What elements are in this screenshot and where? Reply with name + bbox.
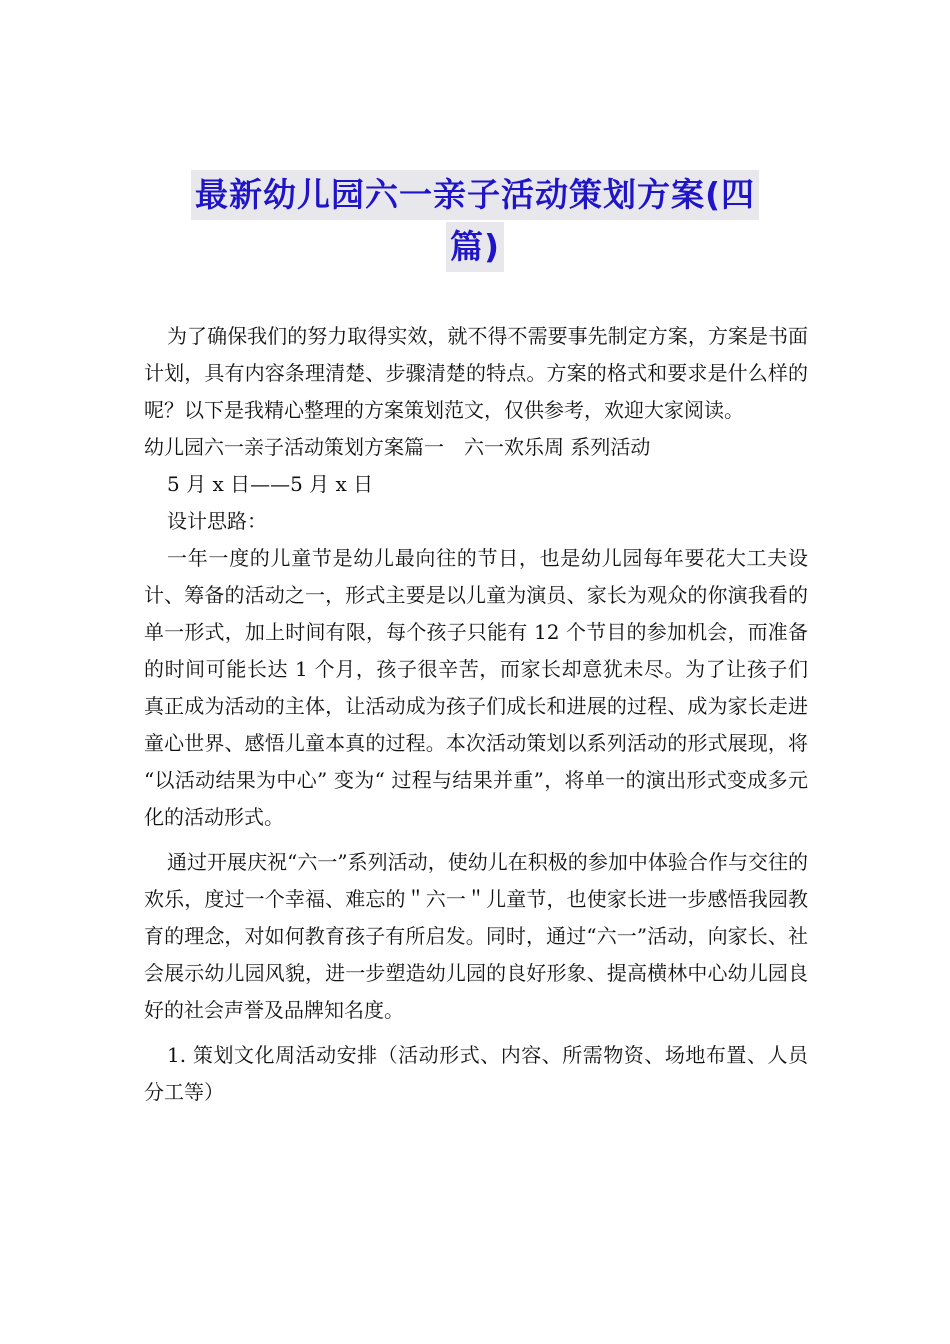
document-body [144,318,808,1111]
design-idea-label: 设计思路： [167,509,267,533]
intro-paragraph: 为了确保我们的努力取得实效，就不得不需要事先制定方案，方案是书面计划，具有内容条理清楚、步骤清楚的特点。方案的格式和要求是什么样的呢？以下是我精心整理的方案策划范文，仅供参考，欢迎大家阅读。 [144,324,808,422]
section-heading: 幼儿园六一亲子活动策划方案篇一 六一欢乐周 系列活动 [144,435,651,459]
date-range: 5 月 x 日——5 月 x 日 [167,472,374,496]
purpose-paragraph: 通过开展庆祝“六一”系列活动，使幼儿在积极的参加中体验合作与交往的欢乐，度过一个幸福、难忘的＂六一＂儿童节，也使家长进一步感悟我园教育的理念，对如何教育孩子有所启发。同时，通过“六一”活动，向家长、社会展示幼儿园风貌，进一步塑造幼儿园的良好形象、提高横林中心幼儿园良好的社会声誉及品牌知名度。 [144,850,808,1022]
title-line-1: 最新幼儿园六一亲子活动策划方案(四 [191,170,759,220]
list-item-1: 1. 策划文化周活动安排（活动形式、内容、所需物资、场地布置、人员分工等） [144,1043,808,1104]
document-title [140,168,810,272]
title-line-2: 篇) [446,222,504,272]
design-idea-paragraph: 一年一度的儿童节是幼儿最向往的节日，也是幼儿园每年要花大工夫设计、筹备的活动之一，形式主要是以儿童为演员、家长为观众的你演我看的单一形式，加上时间有限，每个孩子只能有 12 个节目的参加机会，而准备的时间可能长达 1 个月，孩子很辛苦，而家长却意犹未尽。为了让孩子们真正成为活动的主体，让活动成为孩子们成长和进展的过程、成为家长走进童心世界、感悟儿童本真的过程。本次活动策划以系列活动的形式展现，将 “以活动结果为中心” 变为“ 过程与结果并重”，将单一的演出形式变成多元化的活动形式。 [144,546,808,829]
